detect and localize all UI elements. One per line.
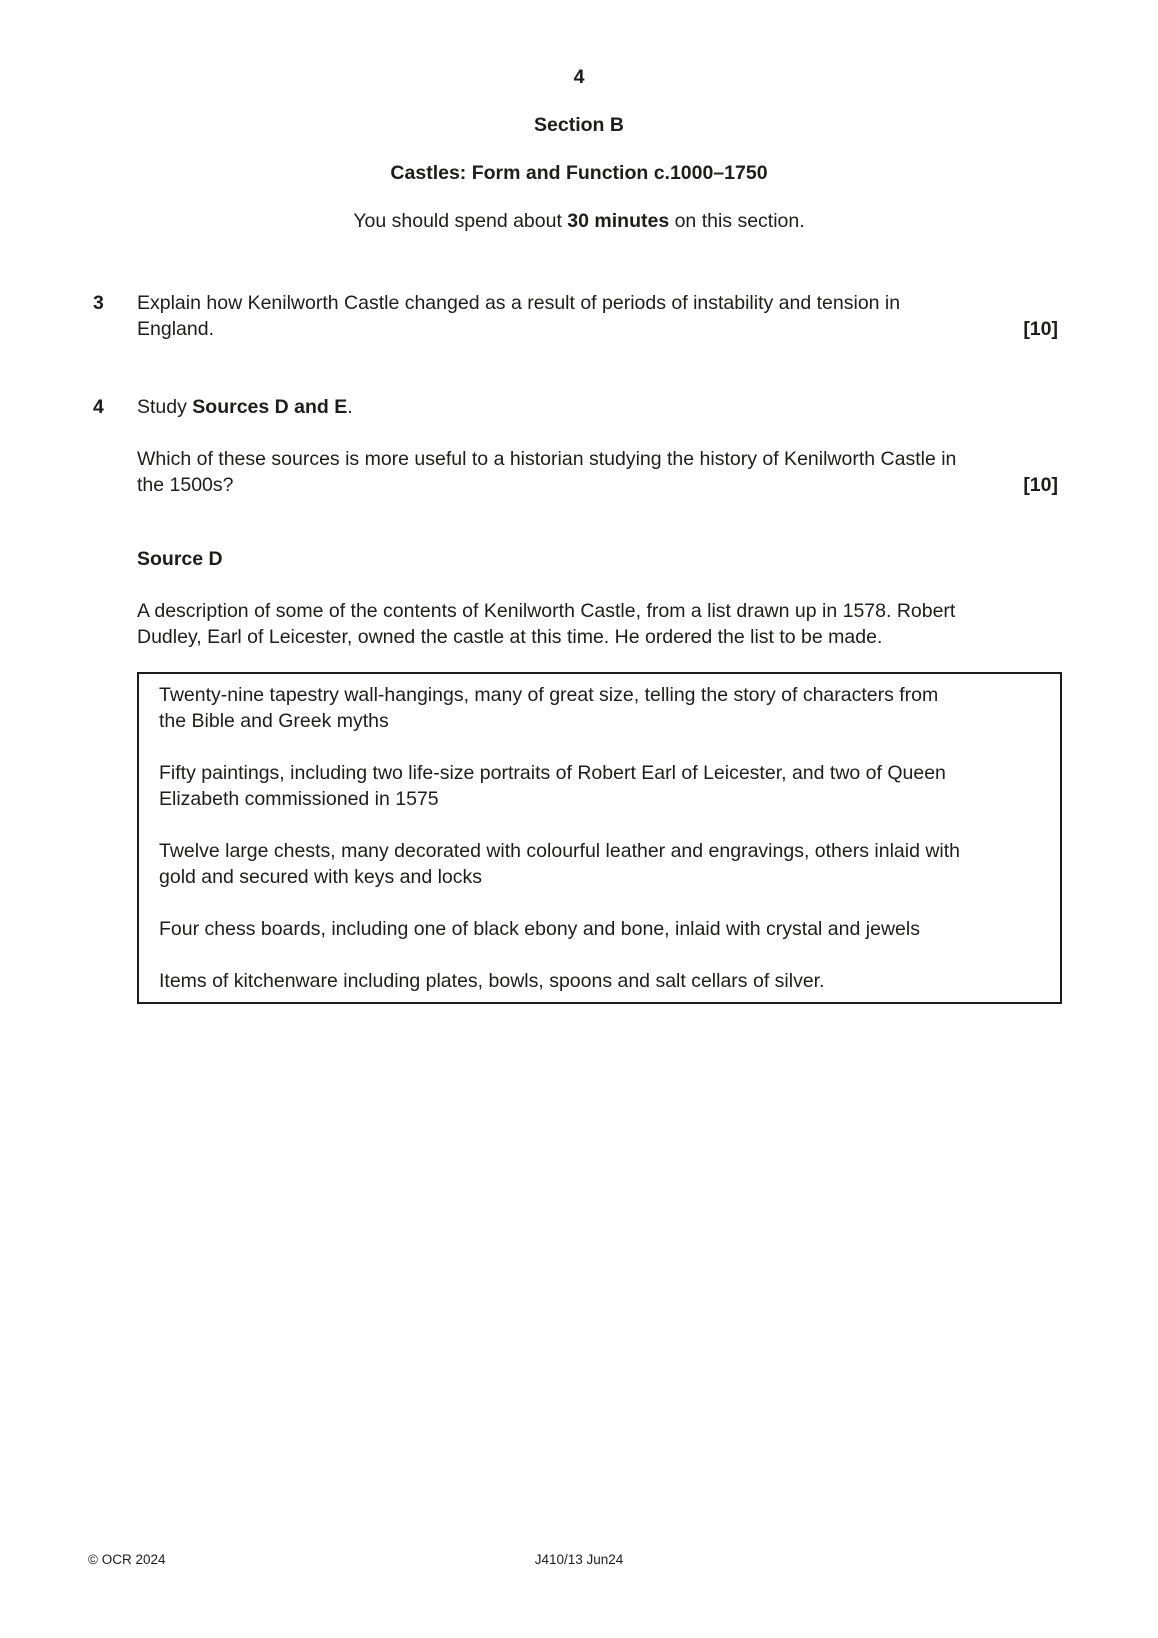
source-d-caption <box>137 598 1058 650</box>
time-instruction-prefix: You should spend about <box>353 210 568 232</box>
page-footer <box>0 1552 1158 1568</box>
text-line: Dudley, Earl of Leicester, owned the castle at this time. He ordered the list to be made. <box>137 626 883 648</box>
text-line: Twelve large chests, many decorated with colourful leather and engravings, others inlaid with <box>159 840 961 862</box>
text-line: Elizabeth commissioned in 1575 <box>159 788 439 810</box>
question-4-text <box>137 446 1058 498</box>
time-instruction-suffix: on this section. <box>669 210 805 232</box>
text-line: Twenty-nine tapestry wall-hangings, many of great size, telling the story of characters from <box>159 684 939 706</box>
question-3-marks: [10] <box>1023 318 1058 340</box>
time-instruction <box>0 208 1158 234</box>
page-number: 4 <box>573 66 585 88</box>
document-code: J410/13 Jun24 <box>534 1552 624 1567</box>
text-line: gold and secured with keys and locks <box>159 866 483 888</box>
question-3-number: 3 <box>93 292 104 314</box>
text-line: Which of these sources is more useful to a historian studying the history of Kenilworth Castle in <box>137 448 957 470</box>
question-4-intro-text <box>137 394 1058 420</box>
source-d-item-paintings <box>159 760 1040 812</box>
text-line: Explain how Kenilworth Castle changed as a result of periods of instability and tension in <box>137 292 901 314</box>
question-4-intro-prefix: Study <box>137 396 193 418</box>
source-d-item-tapestries <box>159 682 1040 734</box>
question-4-marks: [10] <box>1023 474 1058 496</box>
source-d-item-chests <box>159 838 1040 890</box>
section-title: Section B <box>534 114 624 136</box>
question-4 <box>93 446 1058 498</box>
question-3 <box>93 290 1058 342</box>
question-4-intro-sources: Sources D and E <box>192 396 348 418</box>
text-line: Four chess boards, including one of black ebony and bone, inlaid with crystal and jewels <box>159 918 920 940</box>
question-4-number-spacer <box>93 446 137 498</box>
source-d-item-chess-boards <box>159 916 1040 942</box>
text-line: Items of kitchenware including plates, bowls, spoons and salt cellars of silver. <box>159 970 825 992</box>
text-line: A description of some of the contents of Kenilworth Castle, from a list drawn up in 1578. Robert <box>137 600 956 622</box>
source-d-item-kitchenware <box>159 968 1040 994</box>
time-instruction-duration: 30 minutes <box>567 210 670 232</box>
question-4-intro <box>93 394 1058 420</box>
text-line: England. <box>137 318 214 340</box>
source-d-box <box>137 672 1062 1004</box>
copyright-notice: © OCR 2024 <box>88 1552 166 1567</box>
topic-title: Castles: Form and Function c.1000–1750 <box>390 162 768 184</box>
question-4-number: 4 <box>93 396 104 418</box>
source-d-label: Source D <box>137 548 223 570</box>
text-line: Fifty paintings, including two life-size portraits of Robert Earl of Leicester, and two of Queen <box>159 762 946 784</box>
question-4-intro-suffix: . <box>347 396 353 418</box>
text-line: the Bible and Greek myths <box>159 710 389 732</box>
text-line: the 1500s? <box>137 474 234 496</box>
question-3-text <box>137 290 1058 342</box>
